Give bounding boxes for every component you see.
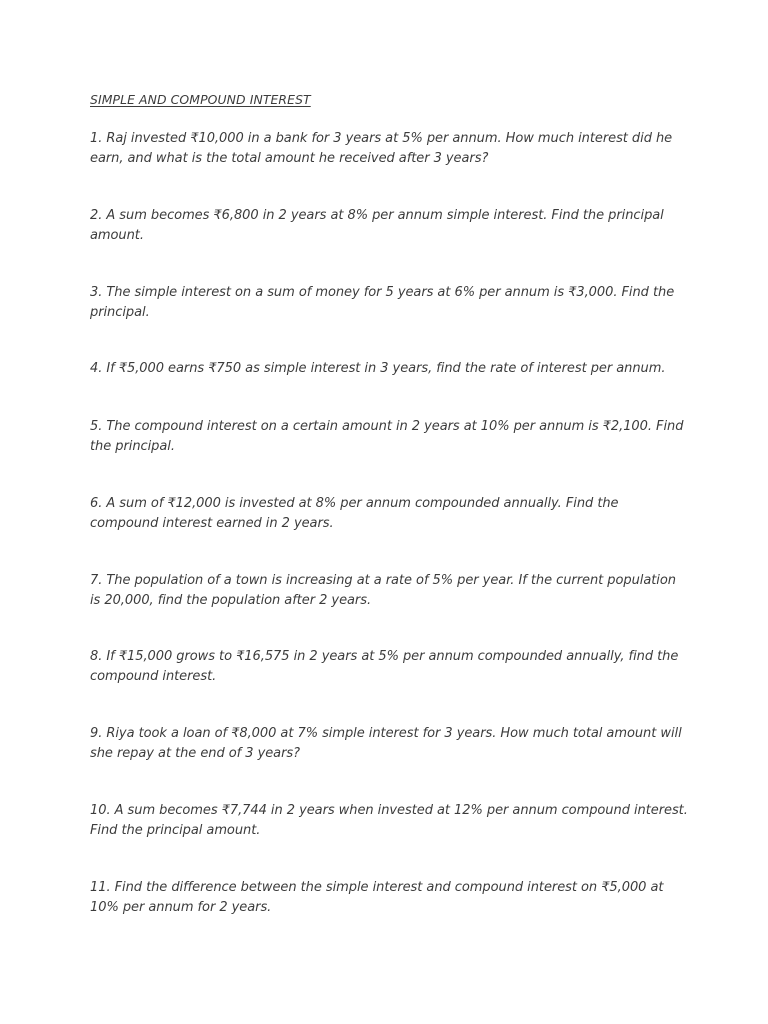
question-8: 8. If ₹15,000 grows to ₹16,575 in 2 years at 5% per annum compounded annually, find the compound interest. <box>90 649 679 684</box>
question-2: 2. A sum becomes ₹6,800 in 2 years at 8% per annum simple interest. Find the principal amount. <box>90 208 664 243</box>
question-4: 4. If ₹5,000 earns ₹750 as simple interest in 3 years, find the rate of interest per annum. <box>90 361 666 376</box>
question-5: 5. The compound interest on a certain amount in 2 years at 10% per annum is ₹2,100. Find the principal. <box>90 419 684 454</box>
page-title: SIMPLE AND COMPOUND INTEREST <box>90 92 311 107</box>
question-10: 10. A sum becomes ₹7,744 in 2 years when invested at 12% per annum compound interest. Find the principal amount. <box>90 803 688 838</box>
question-6: 6. A sum of ₹12,000 is invested at 8% per annum compounded annually. Find the compound interest earned in 2 years. <box>90 496 619 531</box>
question-1: 1. Raj invested ₹10,000 in a bank for 3 years at 5% per annum. How much interest did he earn, and what is the total amount he received after 3 years? <box>90 131 673 166</box>
question-3: 3. The simple interest on a sum of money for 5 years at 6% per annum is ₹3,000. Find the principal. <box>90 285 675 320</box>
question-11: 11. Find the difference between the simple interest and compound interest on ₹5,000 at 10% per annum for 2 years. <box>90 880 664 915</box>
question-9: 9. Riya took a loan of ₹8,000 at 7% simple interest for 3 years. How much total amount will she repay at the end of 3 years? <box>90 726 682 761</box>
question-7: 7. The population of a town is increasing at a rate of 5% per year. If the current population is 20,000, find the population after 2 years. <box>90 573 676 608</box>
